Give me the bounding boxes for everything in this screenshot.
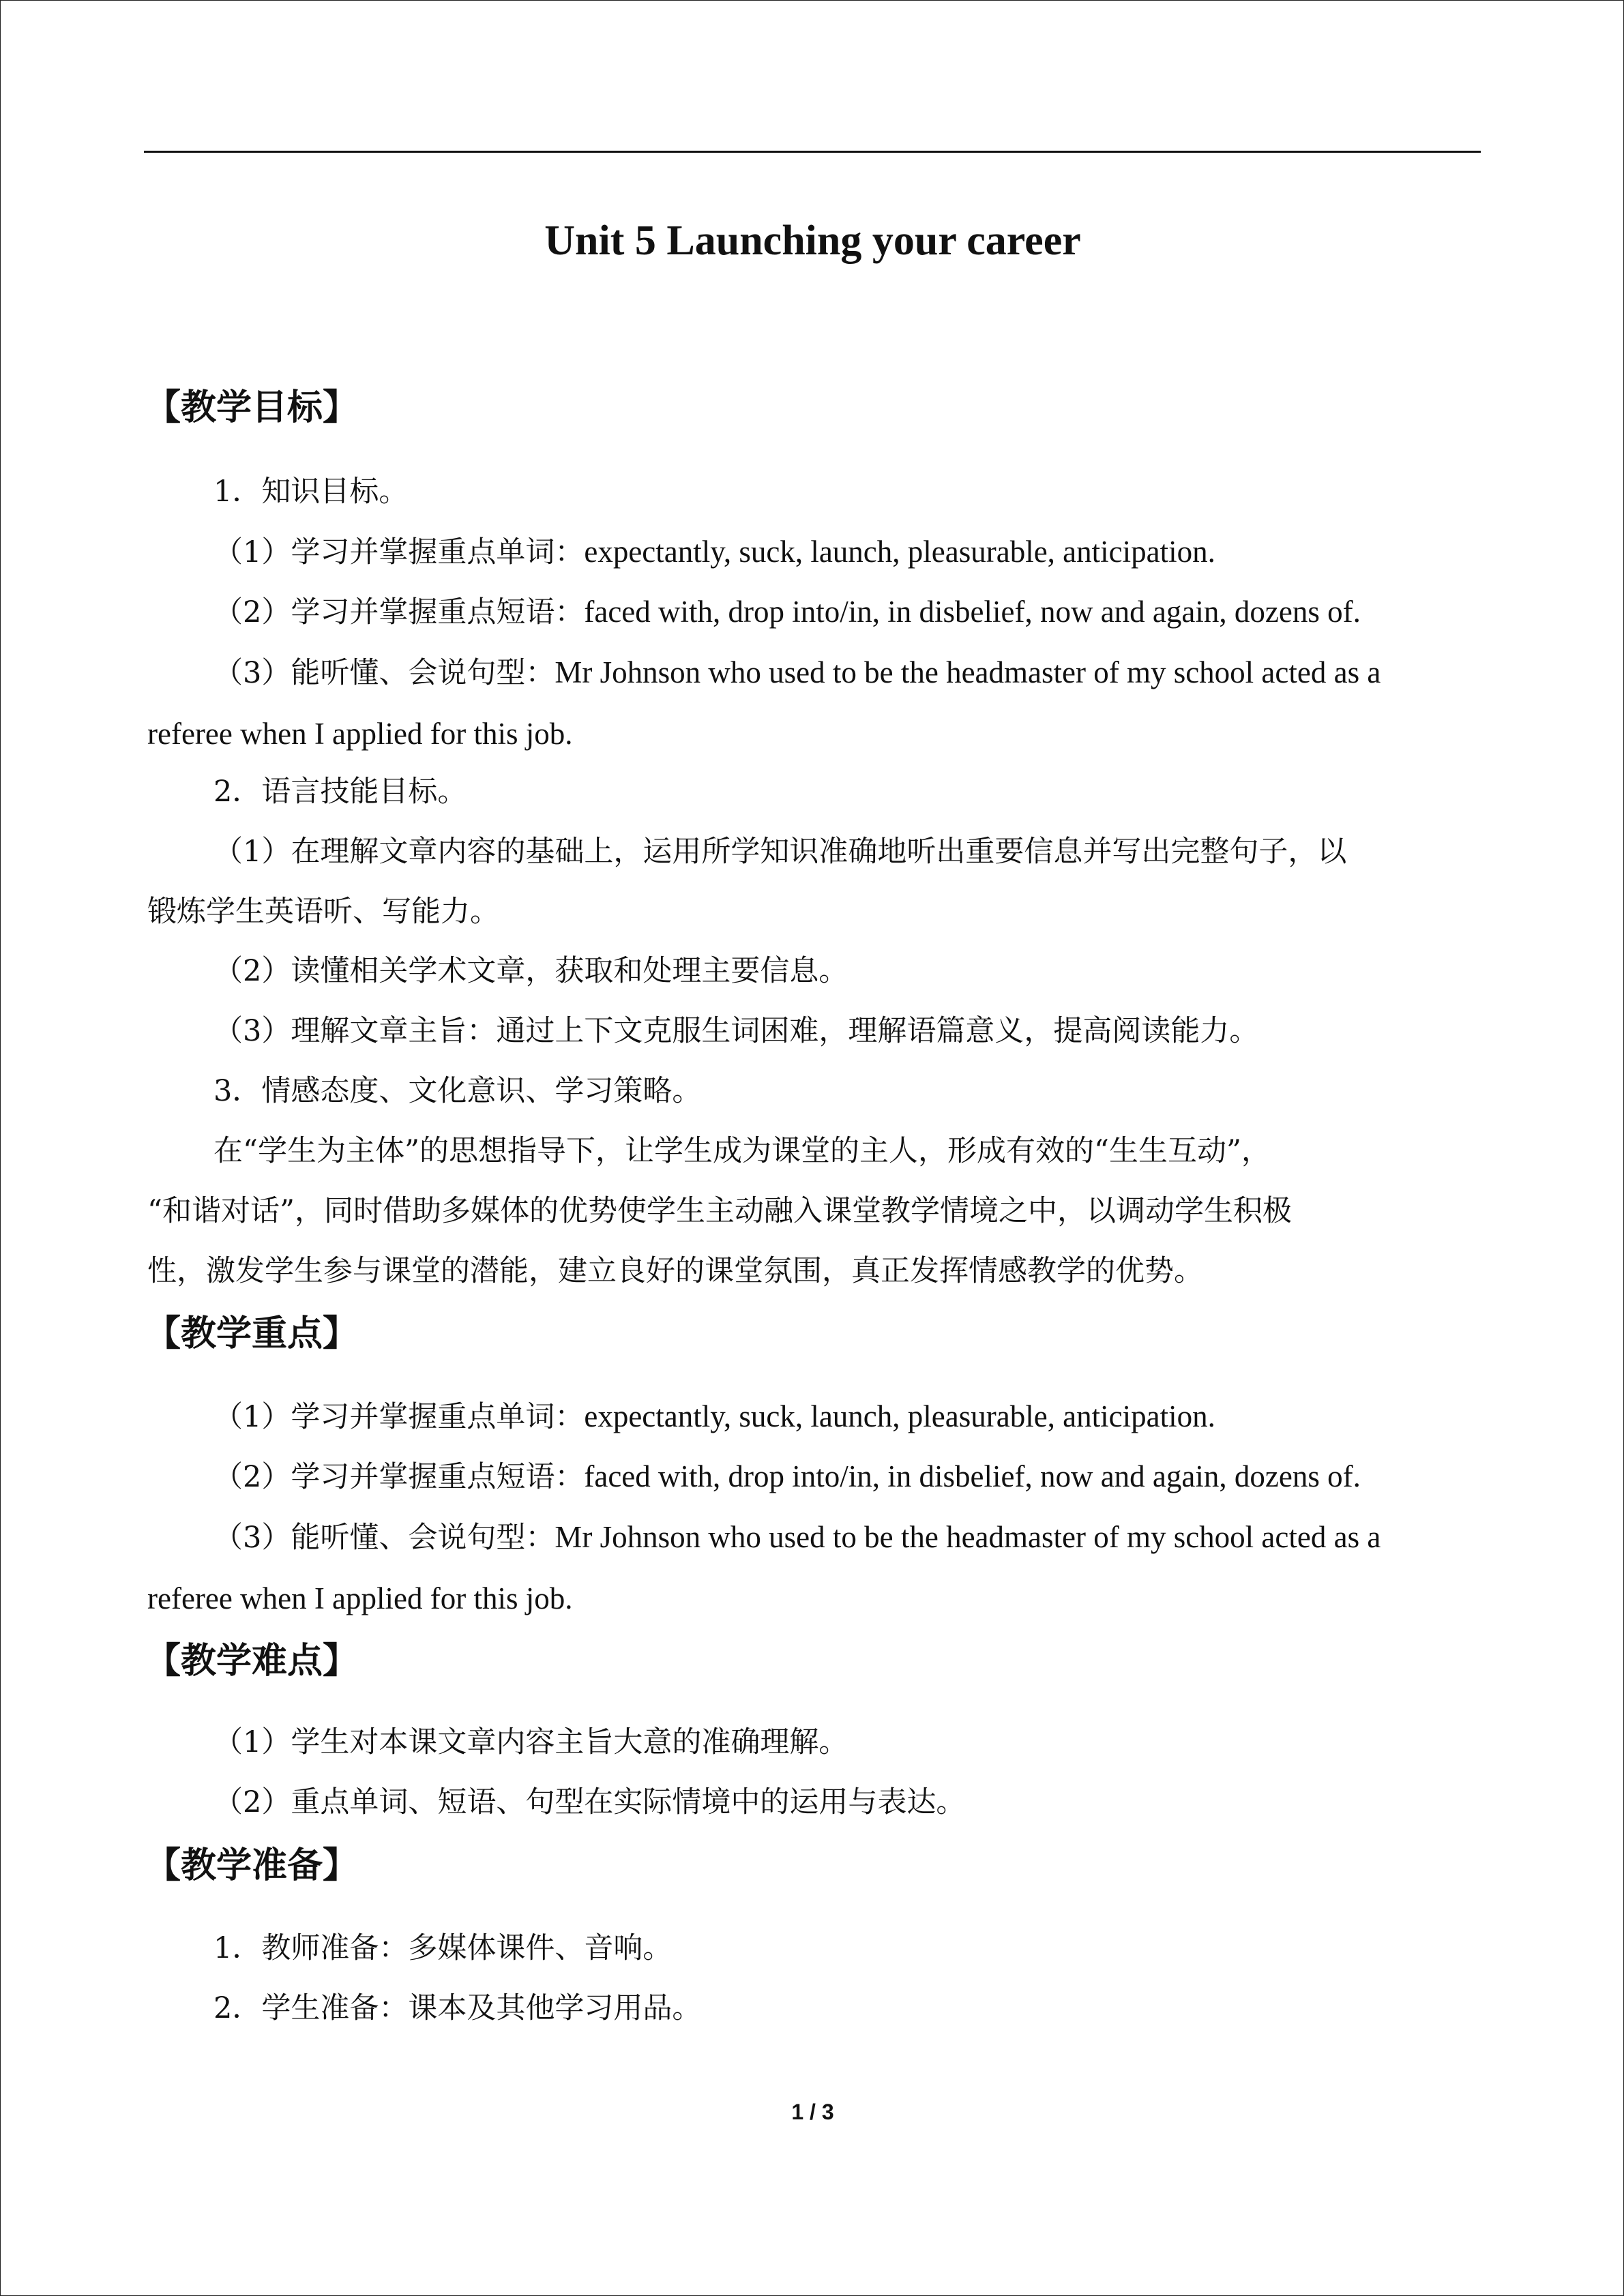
- objective-knowledge-2-en: faced with, drop into/in, in disbelief, now and again, dozens of.: [584, 595, 1361, 629]
- key-point-1-cn: （1）学习并掌握重点单词：: [213, 1400, 585, 1434]
- section-heading-key-points: 【教学重点】: [145, 1313, 359, 1354]
- objective-emotion-text-2: “和谐对话”，同时借助多媒体的优势使学生主动融入课堂教学情境之中，以调动学生积极: [147, 1194, 1292, 1228]
- header-rule: [144, 151, 1481, 153]
- key-point-3-en-cont: referee when I applied for this job.: [147, 1581, 573, 1615]
- section-heading-preparation: 【教学准备】: [145, 1845, 359, 1886]
- objective-knowledge-3-en: Mr Johnson who used to be the headmaster of my school acted as a: [555, 655, 1381, 689]
- objective-knowledge-1-en: expectantly, suck, launch, pleasurable, anticipation.: [584, 535, 1215, 569]
- objective-skills-title: 2．语言技能目标。: [213, 775, 467, 809]
- objective-knowledge-title: 1．知识目标。: [213, 475, 409, 509]
- objective-knowledge-3: [213, 652, 1381, 694]
- difficulty-2: （2）重点单词、短语、句型在实际情境中的运用与表达。: [213, 1785, 966, 1819]
- objective-emotion-text-3: 性，激发学生参与课堂的潜能，建立良好的课堂氛围，真正发挥情感教学的优势。: [147, 1254, 1203, 1288]
- objective-knowledge-2: [213, 591, 1361, 633]
- objective-knowledge-3-en-cont: referee when I applied for this job.: [147, 717, 573, 751]
- preparation-2: 2．学生准备：课本及其他学习用品。: [213, 1991, 702, 2025]
- objective-knowledge-3-cont: [147, 713, 573, 755]
- key-point-1-en: expectantly, suck, launch, pleasurable, anticipation.: [584, 1399, 1215, 1433]
- document-title: Unit 5 Launching your career: [544, 218, 1081, 264]
- key-point-1: [213, 1396, 1215, 1437]
- objective-skills-2: （2）读懂相关学术文章，获取和处理主要信息。: [213, 954, 848, 988]
- section-heading-difficulties: 【教学难点】: [145, 1641, 359, 1682]
- difficulty-1: （1）学生对本课文章内容主旨大意的准确理解。: [213, 1725, 848, 1759]
- objective-knowledge-3-cn: （3）能听懂、会说句型：: [213, 656, 555, 690]
- objective-skills-3: （3）理解文章主旨：通过上下文克服生词困难，理解语篇意义，提高阅读能力。: [213, 1014, 1259, 1048]
- key-point-2-cn: （2）学习并掌握重点短语：: [213, 1460, 585, 1494]
- objective-emotion-title: 3．情感态度、文化意识、学习策略。: [213, 1074, 702, 1108]
- objective-knowledge-1-cn: （1）学习并掌握重点单词：: [213, 535, 585, 569]
- objective-emotion-text-1: 在“学生为主体”的思想指导下，让学生成为课堂的主人，形成有效的“生生互动”，: [213, 1134, 1271, 1168]
- key-point-3-cont: [147, 1578, 573, 1620]
- key-point-3-cn: （3）能听懂、会说句型：: [213, 1521, 555, 1555]
- key-point-3: [213, 1517, 1381, 1558]
- page-number: 1 / 3: [791, 2100, 834, 2124]
- key-point-2-en: faced with, drop into/in, in disbelief, now and again, dozens of.: [584, 1459, 1361, 1493]
- objective-skills-1-cont: 锻炼学生英语听、写能力。: [147, 895, 499, 929]
- key-point-2: [213, 1456, 1361, 1497]
- objective-knowledge-1: [213, 531, 1215, 573]
- preparation-1: 1．教师准备：多媒体课件、音响。: [213, 1931, 673, 1965]
- key-point-3-en: Mr Johnson who used to be the headmaster of my school acted as a: [555, 1520, 1381, 1554]
- section-heading-objectives: 【教学目标】: [145, 387, 359, 428]
- objective-skills-1: （1）在理解文章内容的基础上，运用所学知识准确地听出重要信息并写出完整句子，以: [213, 835, 1347, 869]
- objective-knowledge-2-cn: （2）学习并掌握重点短语：: [213, 595, 585, 629]
